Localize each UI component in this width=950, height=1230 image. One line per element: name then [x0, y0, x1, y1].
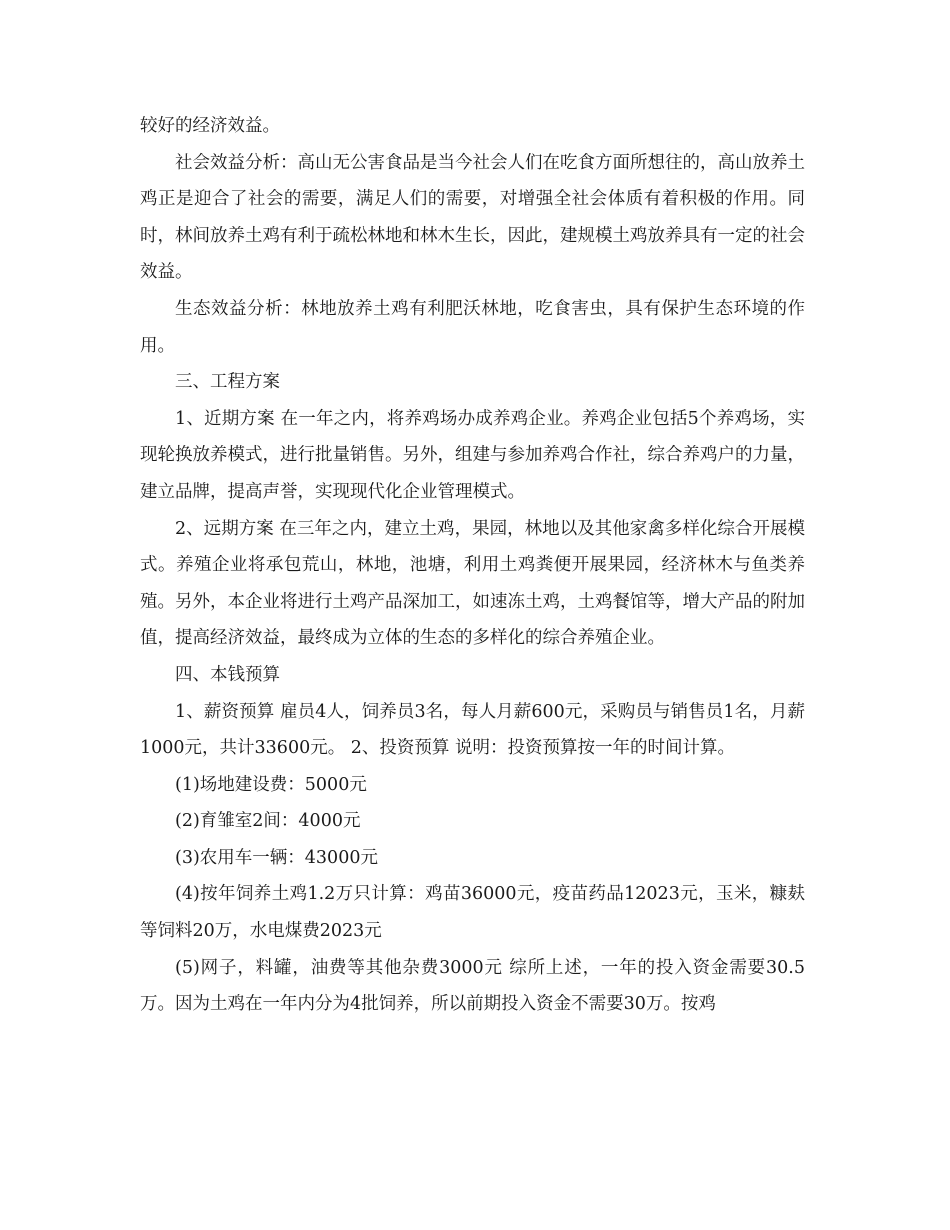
paragraph-salary-budget: 1、薪资预算 雇员4人，饲养员3名，每人月薪600元，采购员与销售员1名，月薪1000元，共计33600元。 2、投资预算 说明：投资预算按一年的时间计算。 — [140, 701, 805, 759]
document-body — [140, 108, 805, 1023]
section-heading-project-plan: 三、工程方案 — [175, 372, 280, 393]
paragraph-social-benefit: 社会效益分析：高山无公害食品是当今社会人们在吃食方面所想往的，高山放养土鸡正是迎合了社会的需要，满足人们的需要，对增强全社会体质有着积极的作用。同时，林间放养土鸡有利于疏松林地和林木生长，因此，建规模土鸡放养具有一定的社会效益。 — [140, 152, 805, 283]
budget-item-chicken-feeding: (4)按年饲养土鸡1.2万只计算：鸡苗36000元，疫苗药品12023元，玉米，糠麸等饲料20万，水电煤费2023元 — [140, 884, 805, 942]
paragraph-ecological-benefit: 生态效益分析：林地放养土鸡有利肥沃林地，吃食害虫，具有保护生态环境的作用。 — [140, 298, 805, 356]
budget-item-brooding-room: (2)育雏室2间：4000元 — [175, 811, 361, 832]
section-heading-cost-budget: 四、本钱预算 — [175, 664, 280, 685]
budget-item-site-construction: (1)场地建设费：5000元 — [175, 774, 367, 795]
paragraph-short-term-plan: 1、近期方案 在一年之内，将养鸡场办成养鸡企业。养鸡企业包括5个养鸡场，实现轮换放养模式，进行批量销售。另外，组建与参加养鸡合作社，综合养鸡户的力量，建立品牌，提高声誉，实现现代化企业管理模式。 — [140, 408, 805, 502]
paragraph-economic-benefit-tail: 较好的经济效益。 — [140, 116, 280, 136]
paragraph-long-term-plan: 2、远期方案 在三年之内，建立土鸡，果园，林地以及其他家禽多样化综合开展模式。养殖企业将承包荒山，林地，池塘，利用土鸡粪便开展果园，经济林木与鱼类养殖。另外，本企业将进行土鸡产品深加工，如速冻土鸡，土鸡餐馆等，增大产品的附加值，提高经济效益，最终成为立体的生态的多样化的综合养殖企业。 — [140, 518, 805, 649]
budget-item-farm-vehicle: (3)农用车一辆：43000元 — [175, 847, 378, 868]
budget-item-misc-and-summary: (5)网子，料罐，油费等其他杂费3000元 综所上述，一年的投入资金需要30.5万。因为土鸡在一年内分为4批饲养，所以前期投入资金不需要30万。按鸡 — [140, 957, 805, 1015]
